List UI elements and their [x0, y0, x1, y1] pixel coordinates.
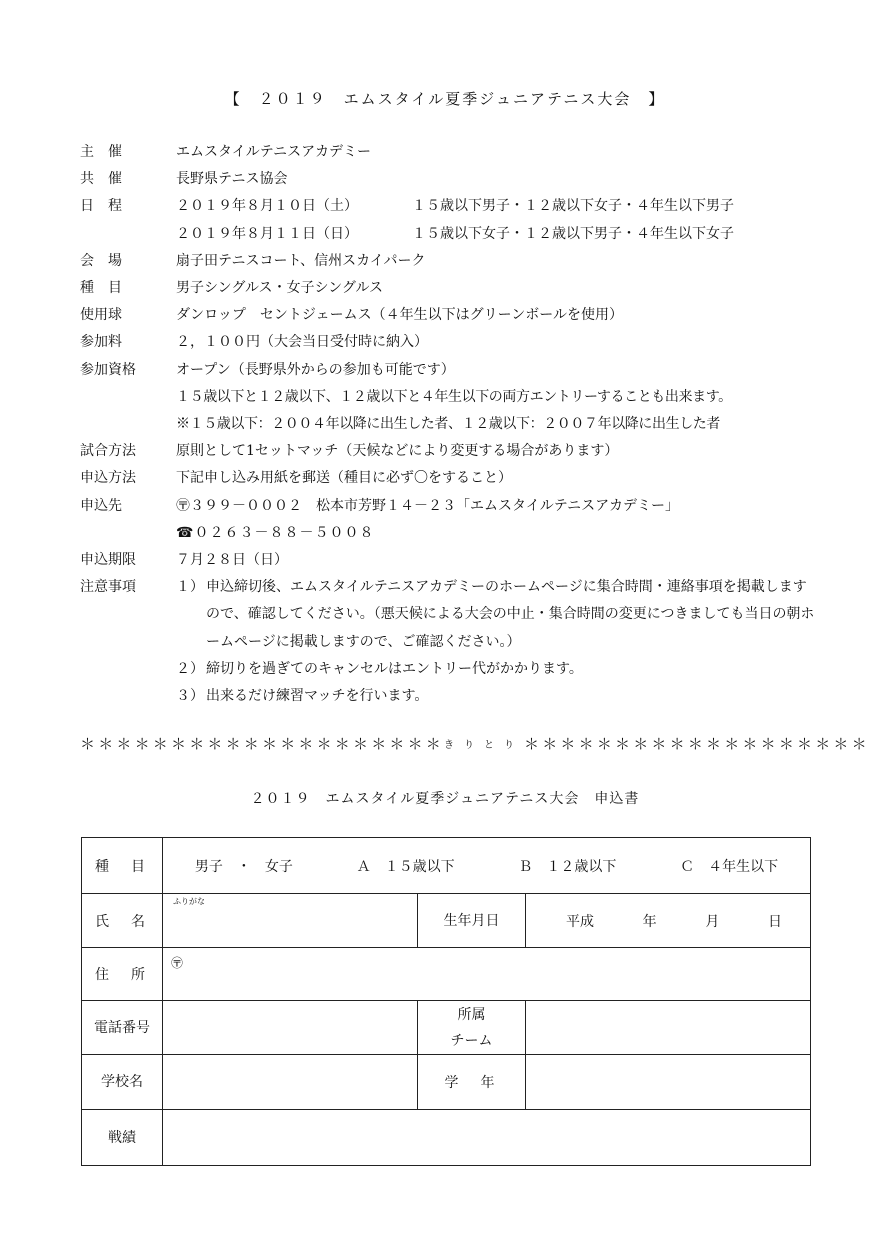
application-method-row [80, 465, 820, 492]
team-label [418, 1001, 526, 1055]
form-row-school [82, 1055, 811, 1110]
form-row-event [82, 838, 811, 894]
form-row-phone [82, 1001, 811, 1055]
notes-label: 注意事項 [80, 579, 136, 596]
notes-list [176, 574, 820, 710]
event-options [163, 838, 811, 894]
form-title: ２０１９ エムスタイル夏季ジュニアテニス大会 申込書 [250, 791, 640, 807]
eligibility-row-3 [80, 411, 820, 438]
event-option-b[interactable]: Ｂ １２歳以下 [518, 858, 617, 875]
event-option-a[interactable]: Ａ １５歳以下 [356, 858, 455, 875]
dob-year-unit: 年 [642, 913, 657, 930]
form-row-record [82, 1110, 811, 1166]
application-to-row [80, 493, 820, 520]
application-phone-row [80, 520, 820, 547]
note-text: 申込締切後、エムスタイルテニスアカデミーのホームページに集合時間・連絡事項を掲載しますので、確認してください。（悪天候による大会の中止・集合時間の変更につきましても当日の朝ホームページに掲載しますので、ご確認ください。） [206, 579, 815, 650]
note-number: ２） [176, 660, 204, 677]
schedule-day1-date: ２０１９年８月１０日（土） [176, 198, 358, 215]
tournament-info [80, 139, 820, 710]
event-option-c[interactable]: Ｃ ４年生以下 [680, 858, 779, 875]
dob-field[interactable] [526, 894, 811, 948]
cut-line-text: きりとり [444, 740, 525, 751]
match-format-label: 試合方法 [80, 443, 136, 460]
event-gender-option[interactable]: 男子 ・ 女子 [194, 858, 293, 875]
schedule-row-1 [80, 193, 820, 220]
ball-row [80, 302, 820, 329]
school-field[interactable] [163, 1055, 418, 1110]
cut-line [80, 733, 870, 754]
eligibility-line3: ※１５歳以下：２００４年以降に出生した者、１２歳以下：２００７年以降に出生した者 [176, 416, 720, 433]
application-to-label: 申込先 [80, 497, 122, 514]
address-label: 住 所 [82, 948, 163, 1001]
events-value: 男子シングルス・女子シングルス [176, 280, 384, 297]
postal-mark-icon: 〶 [171, 956, 184, 970]
fee-label: 参加料 [80, 334, 122, 351]
schedule-day1-events: １５歳以下男子・１２歳以下女子・４年生以下男子 [412, 198, 734, 215]
events-row [80, 275, 820, 302]
organizer-row [80, 139, 820, 166]
match-format-value: 原則として1セットマッチ（天候などにより変更する場合があります） [176, 443, 619, 460]
eligibility-line1: オープン（長野県外からの参加も可能です） [176, 361, 455, 378]
co-organizer-label: 共 催 [80, 171, 122, 188]
note-text: 締切りを過ぎてのキャンセルはエントリー代がかかります。 [206, 660, 583, 677]
venue-row [80, 248, 820, 275]
note-item [176, 574, 820, 656]
phone-field[interactable] [163, 1001, 418, 1055]
note-number: ３） [176, 688, 204, 705]
match-format-row [80, 438, 820, 465]
note-number: １） [176, 579, 204, 596]
dob-era: 平成 [566, 913, 594, 930]
application-method-value: 下記申し込み用紙を郵送（種目に必ず〇をすること） [176, 470, 512, 487]
school-label: 学校名 [82, 1055, 163, 1110]
name-label: 氏 名 [82, 894, 163, 948]
address-field[interactable] [163, 948, 811, 1001]
note-item [176, 656, 820, 683]
dob-day-unit: 日 [767, 913, 782, 930]
team-field[interactable] [526, 1001, 811, 1055]
ball-label: 使用球 [80, 307, 122, 324]
note-text: 出来るだけ練習マッチを行います。 [206, 688, 429, 705]
record-field[interactable] [163, 1110, 811, 1166]
application-method-label: 申込方法 [80, 470, 136, 487]
grade-label: 学 年 [418, 1055, 526, 1110]
form-row-name [82, 894, 811, 948]
event-label: 種 目 [82, 838, 163, 894]
page-title: 【 ２０１９ エムスタイル夏季ジュニアテニス大会 】 [224, 90, 666, 108]
fee-value: ２，１００円（大会当日受付時に納入） [176, 334, 428, 351]
co-organizer-value: 長野県テニス協会 [176, 171, 288, 188]
eligibility-row-1 [80, 357, 820, 384]
dob-label: 生年月日 [418, 894, 526, 948]
cut-line-stars-right: ＊＊＊＊＊＊＊＊＊＊＊＊＊＊＊＊＊＊＊ [524, 735, 870, 753]
schedule-label: 日 程 [80, 198, 122, 215]
application-form [81, 837, 811, 1166]
form-row-address [82, 948, 811, 1001]
eligibility-line2: １５歳以下と１２歳以下、１２歳以下と４年生以下の両方エントリーすることも出来ます。 [176, 388, 732, 405]
notes-row [80, 574, 820, 710]
organizer-value: エムスタイルテニスアカデミー [176, 144, 372, 160]
grade-field[interactable] [526, 1055, 811, 1110]
deadline-label: 申込期限 [80, 552, 136, 569]
team-label-line1: 所属 [457, 1006, 486, 1023]
phone-label: 電話番号 [82, 1001, 163, 1055]
deadline-value: ７月２８日（日） [176, 552, 288, 569]
note-item [176, 683, 820, 710]
ball-value: ダンロップ セントジェームス（４年生以下はグリーンボールを使用） [176, 307, 624, 324]
application-address: 〶３９９－０００２ 松本市芳野１４－２３「エムスタイルテニスアカデミー」 [176, 497, 680, 514]
furigana-label: ふりがな [173, 897, 205, 906]
application-phone: ☎０２６３－８８－５００８ [176, 524, 375, 541]
schedule-day2-date: ２０１９年８月１１日（日） [176, 225, 358, 242]
schedule-day2-events: １５歳以下女子・１２歳以下男子・４年生以下女子 [412, 225, 734, 242]
events-label: 種 目 [80, 280, 122, 297]
eligibility-row-2 [80, 384, 820, 411]
team-label-line2: チーム [450, 1032, 493, 1049]
venue-label: 会 場 [80, 252, 122, 269]
co-organizer-row [80, 166, 820, 193]
fee-row [80, 329, 820, 356]
dob-month-unit: 月 [705, 913, 720, 930]
eligibility-label: 参加資格 [80, 361, 136, 378]
organizer-label: 主 催 [80, 144, 122, 160]
venue-value: 扇子田テニスコート、信州スカイパーク [176, 252, 426, 269]
schedule-row-2 [80, 221, 820, 248]
record-label: 戦績 [82, 1110, 163, 1166]
cut-line-stars-left: ＊＊＊＊＊＊＊＊＊＊＊＊＊＊＊＊＊＊＊＊ [80, 735, 445, 753]
deadline-row [80, 547, 820, 574]
name-field[interactable] [163, 894, 418, 948]
